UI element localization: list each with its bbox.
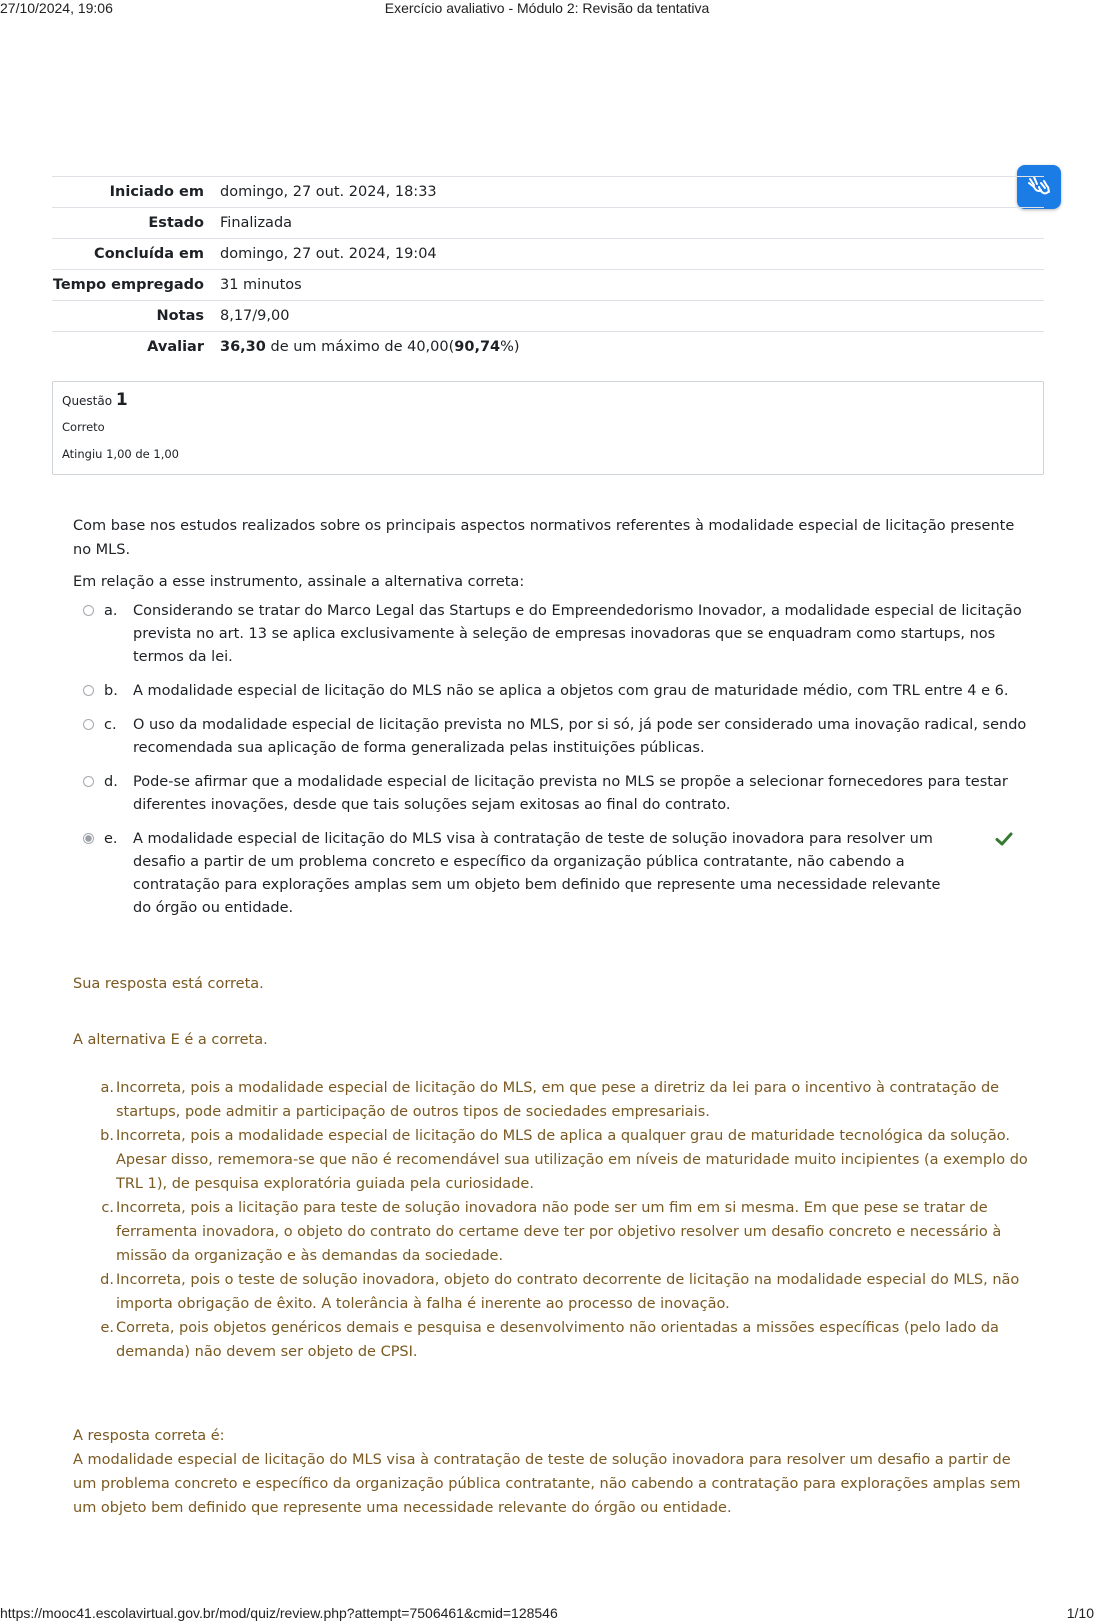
correct-check-icon <box>995 830 1013 848</box>
answer-letter: a. <box>104 603 118 619</box>
feedback-item-text: Incorreta, pois a modalidade especial de licitação do MLS de aplica a qualquer grau de maturidade tecnológica da solução. Apesar disso, rememora-se que não é recomendável sua utilização em níveis de maturidade muito incipientes (a exemplo do TRL 1), de pesquisa exploratória guiada pela curiosidade. <box>116 1128 1028 1192</box>
summary-value: 31 minutos <box>220 277 302 293</box>
answer-letter: b. <box>104 683 118 699</box>
print-title: Exercício avaliativo - Módulo 2: Revisão da tentativa <box>384 0 710 16</box>
answer-text: A modalidade especial de licitação do MLS visa à contratação de teste de solução inovadora para resolver um desafio a partir de um problema concreto e específico da organização pública contratante, não cabendo a contratação para explorações amplas sem um objeto bem definido que represente uma necessidade relevante do órgão ou entidade. <box>133 831 941 916</box>
summary-label: Concluída em <box>94 246 204 262</box>
question-info-box <box>52 381 1044 475</box>
grade-middle: de um máximo de 40,00( <box>265 339 455 355</box>
question-prefix: Questão <box>62 394 113 408</box>
feedback-marker: b. <box>100 1128 114 1144</box>
summary-label: Iniciado em <box>109 184 204 200</box>
summary-label: Tempo empregado <box>52 277 204 293</box>
feedback-marker: c. <box>101 1200 114 1216</box>
radio-button[interactable] <box>83 605 94 616</box>
feedback-intro: A alternativa E é a correta. <box>73 1032 268 1048</box>
feedback-item-text: Incorreta, pois a licitação para teste de solução inovadora não pode ser um fim em si mesma. Em que pese se tratar de ferramenta inovadora, o objeto do contrato do certame deve ter por objetivo resolver um desafio concreto e necessário à missão da organização e às demandas da sociedade. <box>116 1200 1002 1264</box>
print-page-number: 1/10 <box>1066 1605 1094 1621</box>
summary-grade-value <box>212 332 1044 363</box>
answer-text: Pode-se afirmar que a modalidade especial de licitação prevista no MLS se propõe a selecionar fornecedores para testar diferentes inovações, desde que tais soluções sejam exitosas ao final do contrato. <box>133 774 1008 813</box>
question-number-value: 1 <box>115 390 128 410</box>
summary-row-grade <box>52 332 1044 363</box>
answer-text: Considerando se tratar do Marco Legal das Startups e do Empreendedorismo Inovador, a modalidade especial de licitação prevista no art. 13 se aplica exclusivamente à seleção de empresas inovadoras que se enquadram como startups, nos termos da lei. <box>133 603 1022 665</box>
feedback-item <box>73 1316 1033 1364</box>
feedback-item <box>73 1196 1033 1268</box>
summary-label: Avaliar <box>147 339 204 355</box>
answer-option-b[interactable] <box>83 680 1043 703</box>
summary-row-completed <box>52 239 1044 270</box>
summary-value: 8,17/9,00 <box>220 308 290 324</box>
radio-button[interactable] <box>83 719 94 730</box>
radio-button[interactable] <box>83 685 94 696</box>
summary-row-state <box>52 208 1044 239</box>
summary-label: Notas <box>156 308 204 324</box>
feedback-marker: d. <box>100 1272 114 1288</box>
answer-option-e[interactable] <box>83 828 1043 920</box>
radio-button[interactable] <box>83 776 94 787</box>
feedback-marker: a. <box>100 1080 114 1096</box>
answer-letter: c. <box>104 717 117 733</box>
grade-suffix: %) <box>500 339 520 355</box>
radio-button-selected[interactable] <box>83 833 94 844</box>
print-header <box>0 0 1094 20</box>
answer-option-d[interactable] <box>83 771 1043 817</box>
answer-letter: d. <box>104 774 118 790</box>
answer-feedback <box>73 972 1033 1520</box>
general-feedback: Sua resposta está correta. <box>73 976 264 992</box>
question-state: Correto <box>62 420 105 434</box>
feedback-item-text: Incorreta, pois o teste de solução inovadora, objeto do contrato decorrente de licitação na modalidade especial do MLS, não importa obrigação de êxito. A tolerância à falha é inerente ao processo de inovação. <box>116 1272 1020 1312</box>
summary-row-marks <box>52 301 1044 332</box>
answer-option-c[interactable] <box>83 714 1043 760</box>
question-grade: Atingiu 1,00 de 1,00 <box>62 447 179 461</box>
question-number <box>62 390 128 410</box>
grade-score: 36,30 <box>220 339 266 355</box>
right-answer-text: A modalidade especial de licitação do MLS visa à contratação de teste de solução inovadora para resolver um desafio a partir de um problema concreto e específico da organização pública contratante, não cabendo a contratação para explorações amplas sem um objeto bem definido que represente uma necessidade relevante do órgão ou entidade. <box>73 1452 1021 1516</box>
answer-letter: e. <box>104 831 118 847</box>
answer-option-a[interactable] <box>83 600 1043 669</box>
answer-options <box>83 600 1043 931</box>
summary-row-time-taken <box>52 270 1044 301</box>
summary-label: Estado <box>148 215 204 231</box>
answer-text: A modalidade especial de licitação do MLS não se aplica a objetos com grau de maturidade médio, com TRL entre 4 e 6. <box>133 683 1009 699</box>
right-answer-label: A resposta correta é: <box>73 1428 225 1444</box>
attempt-summary-table <box>52 176 1044 362</box>
print-url: https://mooc41.escolavirtual.gov.br/mod/quiz/review.php?attempt=7506461&cmid=128546 <box>0 1605 558 1621</box>
grade-percent: 90,74 <box>454 339 501 355</box>
feedback-marker: e. <box>100 1320 114 1336</box>
question-paragraph: Em relação a esse instrumento, assinale a alternativa correta: <box>73 574 525 590</box>
feedback-list <box>73 1076 1033 1364</box>
answer-text: O uso da modalidade especial de licitação prevista no MLS, por si só, já pode ser considerado uma inovação radical, sendo recomendada sua aplicação de forma generalizada pelas instituições públicas. <box>133 717 1027 756</box>
feedback-item-text: Correta, pois objetos genéricos demais e pesquisa e desenvolvimento não orientadas a missões específicas (pelo lado da demanda) não devem ser objeto de CPSI. <box>116 1320 999 1360</box>
feedback-item <box>73 1076 1033 1124</box>
summary-value: domingo, 27 out. 2024, 18:33 <box>220 184 437 200</box>
feedback-item <box>73 1124 1033 1196</box>
print-datetime: 27/10/2024, 19:06 <box>0 0 113 16</box>
summary-row-started <box>52 177 1044 208</box>
summary-value: Finalizada <box>220 215 293 231</box>
summary-value: domingo, 27 out. 2024, 19:04 <box>220 246 437 262</box>
feedback-item <box>73 1268 1033 1316</box>
feedback-item-text: Incorreta, pois a modalidade especial de licitação do MLS, em que pese a diretriz da lei para o incentivo à contratação de startups, pode admitir a participação de outros tipos de sociedades empresariais. <box>116 1080 1000 1120</box>
question-text <box>73 514 1033 602</box>
print-footer <box>0 1603 1094 1623</box>
question-paragraph: Com base nos estudos realizados sobre os principais aspectos normativos referentes à modalidade especial de licitação presente no MLS. <box>73 518 1015 558</box>
